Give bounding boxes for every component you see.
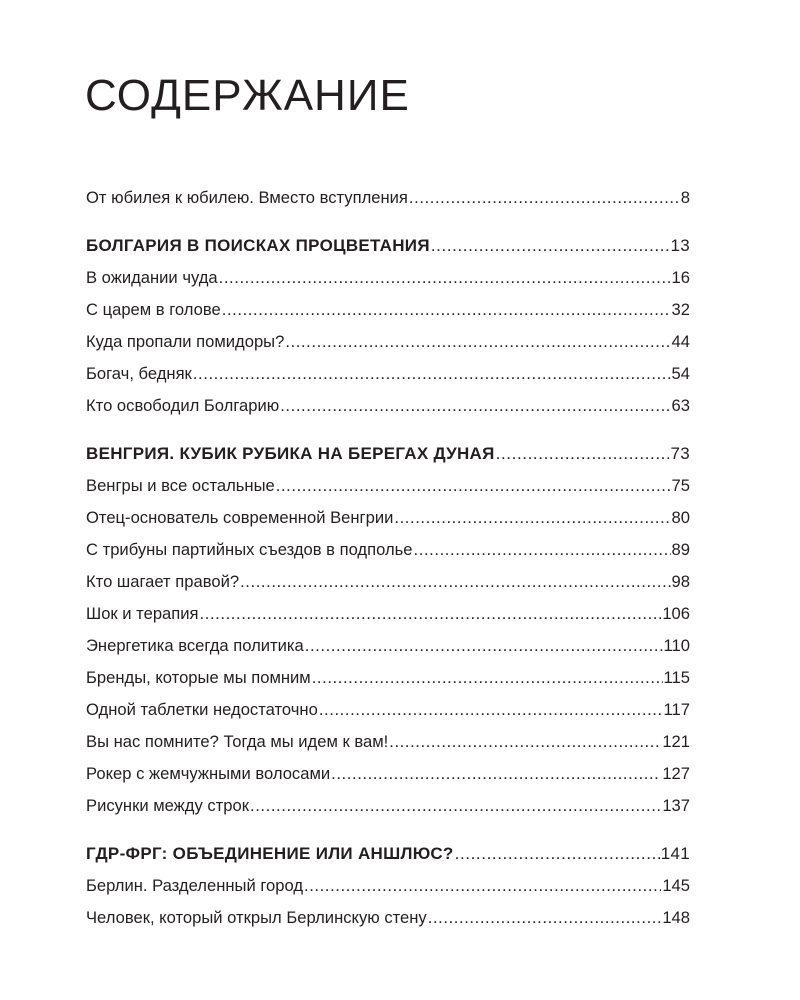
toc-part-page-number: 141 (660, 844, 690, 863)
toc-entry-page-number: 127 (662, 764, 690, 783)
toc-entry-page-number: 117 (663, 700, 690, 719)
dot-leader (394, 502, 670, 534)
toc-entry-title: Кто освободил Болгарию (86, 396, 280, 415)
toc-part-heading[interactable] (86, 438, 690, 470)
toc-entry-page-number: 80 (671, 508, 690, 527)
toc-part-heading[interactable] (86, 230, 690, 262)
toc-entry[interactable] (86, 870, 690, 902)
toc-entry-page-number: 98 (671, 572, 690, 591)
toc-entry-title: От юбилея к юбилею. Вместо вступления (86, 188, 408, 207)
toc-entry-title: Богач, бедняк (86, 364, 192, 383)
toc-entry-title: Бренды, которые мы помним (86, 668, 311, 687)
toc-entry[interactable] (86, 326, 690, 358)
dot-leader (193, 358, 671, 390)
dot-leader (200, 598, 662, 630)
toc-entry-title: В ожидании чуда (86, 268, 218, 287)
toc-entry-page-number: 148 (662, 908, 690, 927)
toc-entry-page-number: 16 (671, 268, 690, 287)
toc-entry[interactable] (86, 758, 690, 790)
toc-entry[interactable] (86, 502, 690, 534)
dot-leader (280, 390, 670, 422)
toc-entry[interactable] (86, 566, 690, 598)
toc-entry-page-number: 106 (662, 604, 690, 623)
dot-leader (331, 758, 661, 790)
toc-entry-title: С трибуны партийных съездов в подполье (86, 540, 413, 559)
page-title: СОДЕРЖАНИЕ (85, 71, 410, 120)
toc-entry[interactable] (86, 662, 690, 694)
toc-entry-title: Человек, который открыл Берлинскую стену (86, 908, 427, 927)
toc-entry-page-number: 89 (671, 540, 690, 559)
toc-entry[interactable] (86, 694, 690, 726)
toc-entry-page-number: 44 (671, 332, 690, 351)
toc-part-heading[interactable] (86, 838, 690, 870)
toc-entry-title: Кто шагает правой? (86, 572, 240, 591)
toc-entry[interactable] (86, 902, 690, 934)
toc-part-title: ВЕНГРИЯ. КУБИК РУБИКА НА БЕРЕГАХ ДУНАЯ (86, 444, 495, 463)
toc-entry-page-number: 63 (671, 396, 690, 415)
dot-leader (409, 182, 680, 214)
toc-entry[interactable] (86, 470, 690, 502)
toc-entry-title: Берлин. Разделенный город (86, 876, 304, 895)
toc-entry[interactable] (86, 358, 690, 390)
dot-leader (312, 662, 663, 694)
dot-leader (276, 470, 671, 502)
dot-leader (285, 326, 670, 358)
toc-entry-page-number: 54 (671, 364, 690, 383)
toc-entry[interactable] (86, 534, 690, 566)
dot-leader (389, 726, 661, 758)
dot-leader (304, 870, 661, 902)
toc-entry[interactable] (86, 726, 690, 758)
dot-leader (305, 630, 663, 662)
dot-leader (319, 694, 663, 726)
toc-entry-title: Венгры и все остальные (86, 476, 275, 495)
toc-entry[interactable] (86, 598, 690, 630)
table-of-contents (86, 182, 690, 934)
toc-entry-title: С царем в голове (86, 300, 221, 319)
toc-part-title: БОЛГАРИЯ В ПОИСКАХ ПРОЦВЕТАНИЯ (86, 236, 430, 255)
toc-entry-title: Рисунки между строк (86, 796, 249, 815)
toc-entry-page-number: 137 (662, 796, 690, 815)
toc-entry-page-number: 8 (680, 188, 690, 207)
toc-entry[interactable] (86, 182, 690, 214)
dot-leader (414, 534, 671, 566)
dot-leader (428, 902, 662, 934)
toc-entry-title: Куда пропали помидоры? (86, 332, 285, 351)
toc-part-title: ГДР-ФРГ: ОБЪЕДИНЕНИЕ ИЛИ АНШЛЮС? (86, 844, 454, 863)
toc-entry-title: Энергетика всегда политика (86, 636, 304, 655)
toc-part-page-number: 73 (670, 444, 690, 463)
toc-entry-page-number: 110 (663, 636, 690, 655)
toc-entry-title: Рокер с жемчужными волосами (86, 764, 331, 783)
toc-entry[interactable] (86, 790, 690, 822)
toc-entry-page-number: 75 (671, 476, 690, 495)
toc-entry[interactable] (86, 294, 690, 326)
toc-entry-page-number: 145 (662, 876, 690, 895)
toc-entry-title: Вы нас помните? Тогда мы идем к вам! (86, 732, 389, 751)
dot-leader (496, 438, 670, 470)
dot-leader (250, 790, 661, 822)
dot-leader (431, 230, 670, 262)
toc-entry-title: Шок и терапия (86, 604, 199, 623)
toc-part-page-number: 13 (670, 236, 690, 255)
toc-entry[interactable] (86, 262, 690, 294)
toc-entry-page-number: 121 (662, 732, 690, 751)
toc-entry-page-number: 115 (663, 668, 690, 687)
toc-entry[interactable] (86, 630, 690, 662)
toc-entry-title: Отец-основатель современной Венгрии (86, 508, 394, 527)
toc-entry-page-number: 32 (671, 300, 690, 319)
dot-leader (240, 566, 670, 598)
toc-entry[interactable] (86, 390, 690, 422)
dot-leader (222, 294, 671, 326)
dot-leader (455, 838, 660, 870)
toc-entry-title: Одной таблетки недостаточно (86, 700, 318, 719)
dot-leader (219, 262, 671, 294)
